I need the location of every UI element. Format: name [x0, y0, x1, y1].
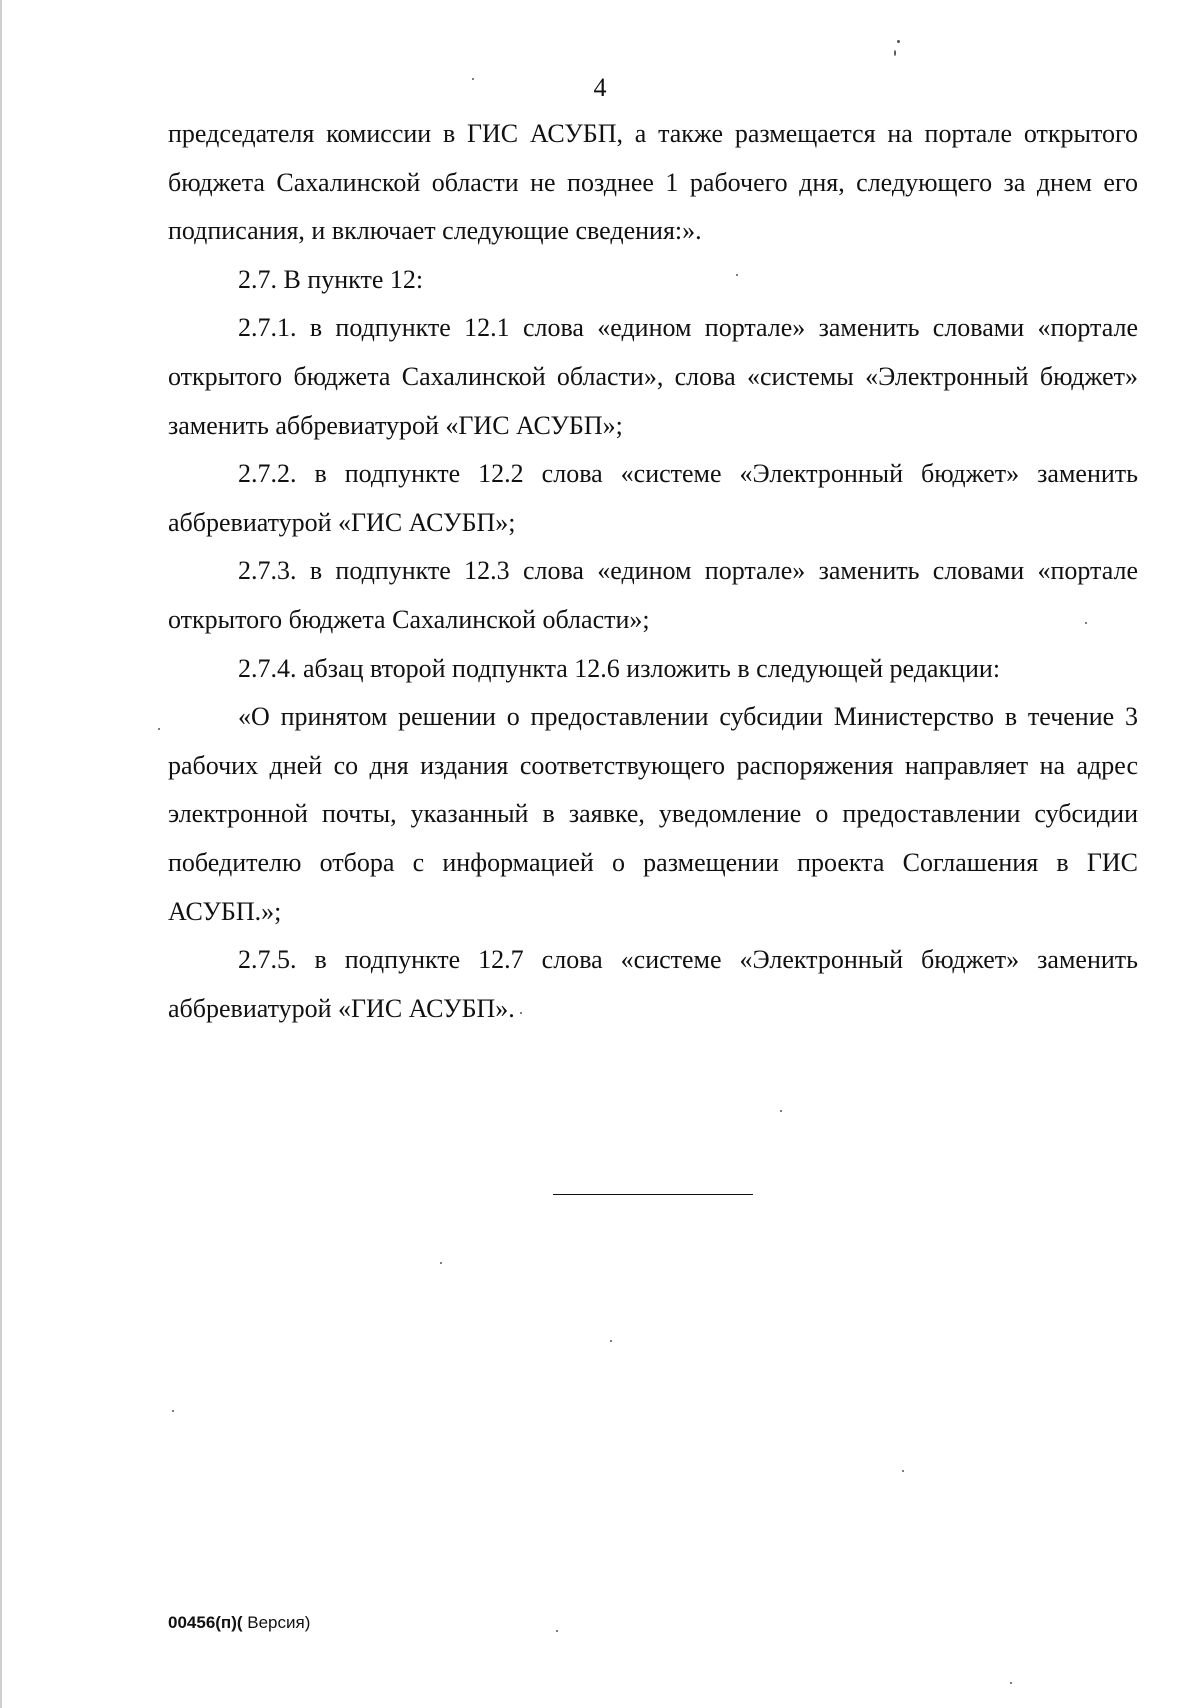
scan-speck — [894, 50, 896, 56]
scan-speck — [172, 1410, 174, 1412]
scan-speck — [158, 728, 160, 730]
paragraph-2-7-1: 2.7.1. в подпункте 12.1 слова «едином портале» заменить словами «портале открытого бюджета Сахалинской области», слова «системы «Электронный бюджет» заменить аббревиатурой «ГИС АСУБП»; — [168, 313, 1138, 440]
footer-document-code — [168, 1612, 310, 1634]
end-separator-line — [553, 1194, 753, 1195]
scan-speck — [472, 78, 474, 80]
footer-version: Версия) — [242, 1613, 311, 1632]
paragraph-2-7-2: 2.7.2. в подпункте 12.2 слова «системе «Электронный бюджет» заменить аббревиатурой «ГИС АСУБП»; — [168, 459, 1138, 537]
scan-speck — [736, 274, 738, 276]
scan-speck — [556, 1630, 558, 1632]
scan-speck — [440, 1262, 442, 1264]
document-body — [168, 110, 1138, 1033]
scan-speck — [897, 40, 900, 43]
scan-speck — [902, 1470, 904, 1472]
paragraph-2-7-4: 2.7.4. абзац второй подпункта 12.6 изложить в следующей редакции: — [238, 653, 1001, 683]
paragraph-continuation: председателя комиссии в ГИС АСУБП, а также размещается на портале открытого бюджета Сахалинской области не позднее 1 рабочего дня, следующего за днем его подписания, и включает следующие сведения:». — [168, 119, 1138, 246]
scan-speck — [1085, 622, 1087, 624]
scan-edge-line — [0, 0, 2, 1708]
paragraph-2-7: 2.7. В пункте 12: — [238, 264, 424, 294]
paragraph-2-7-5: 2.7.5. в подпункте 12.7 слова «системе «Электронный бюджет» заменить аббревиатурой «ГИС АСУБП». — [168, 945, 1138, 1023]
scan-speck — [610, 1340, 612, 1342]
scan-speck — [520, 1012, 522, 1014]
footer-code: 00456(п)( — [168, 1613, 243, 1632]
paragraph-2-7-3: 2.7.3. в подпункте 12.3 слова «едином портале» заменить словами «портале открытого бюджета Сахалинской области»; — [168, 556, 1138, 634]
paragraph-quoted-text: «О принятом решении о предоставлении субсидии Министерство в течение 3 рабочих дней со дня издания соответствующего распоряжения направляет на адрес электронной почты, указанный в заявке, уведомление о предоставлении субсидии победителю отбора с информацией о размещении проекта Соглашения в ГИС АСУБП.»; — [168, 702, 1138, 926]
page-number: 4 — [593, 73, 607, 102]
scan-speck — [1010, 1682, 1012, 1684]
scan-speck — [780, 1110, 782, 1112]
